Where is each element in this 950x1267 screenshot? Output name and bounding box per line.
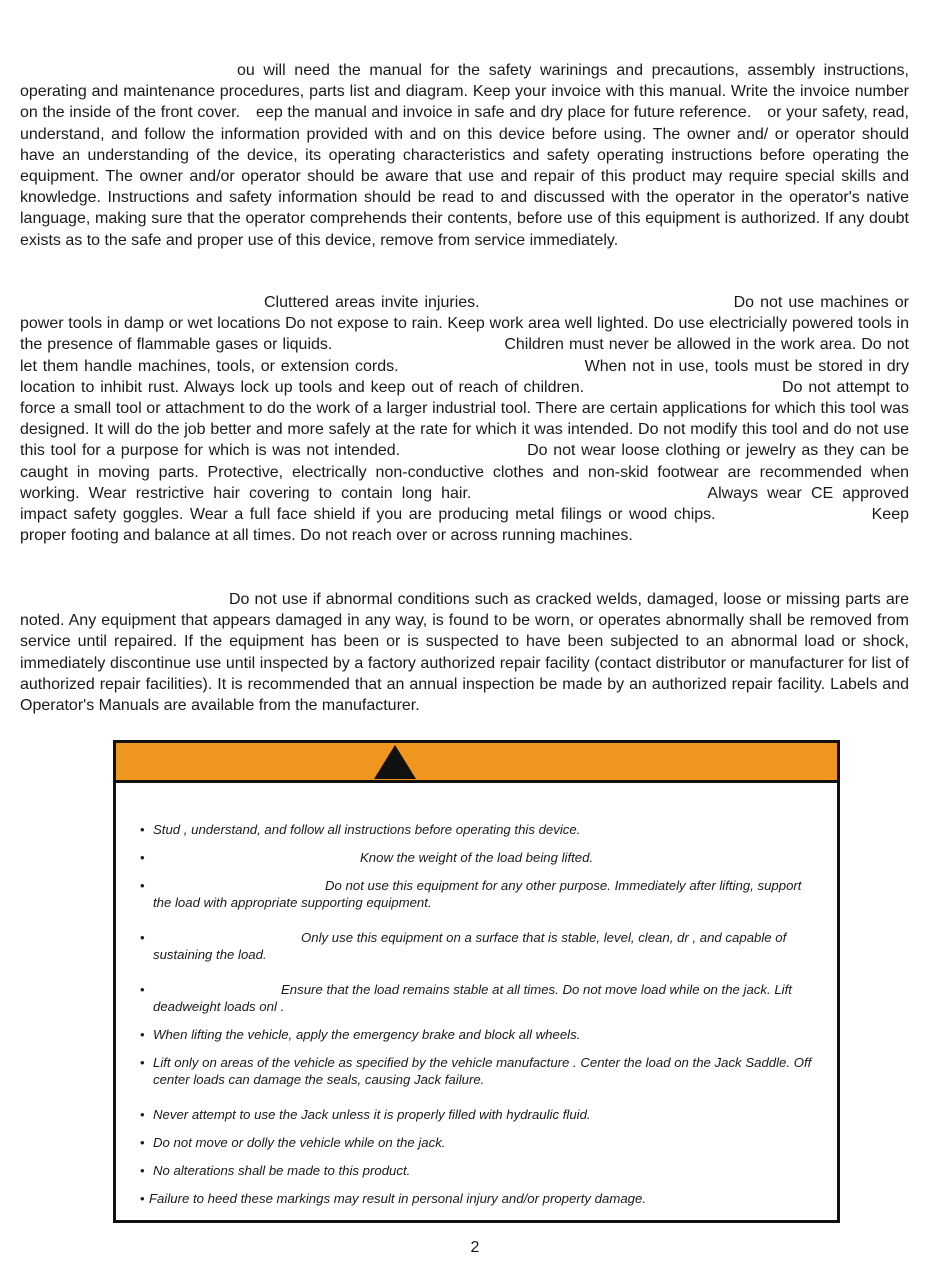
warning-item: • Never attempt to use the Jack unless it is properly filled with hydraulic fluid.	[140, 1107, 591, 1122]
work-area-text-5: Do not attempt to force a small tool or attachment to do the work of a larger industrial tool. There are certain applications for which this tool was designed. It will do the job better and more safely at the rate for which it was intended. Do not modify this tool and do not use this tool for a purpose for which is was not intended.	[20, 378, 910, 460]
warning-item: • Failure to heed these markings may result in personal injury and/or property damage.	[140, 1191, 646, 1206]
work-area-text-3: Children must never be allowed in the work area. Do not let them handle machines, tools, or extension cords.	[20, 336, 909, 375]
inspection-paragraph	[20, 589, 909, 716]
bullet-icon: •	[140, 1135, 145, 1150]
work-area-text-8: Keep proper footing and balance at all times. Do not reach over or across running machines.	[20, 506, 909, 545]
work-area-text-6: Do not wear loose clothing or jewelry as they can be caught in moving parts. Protective, electrically non-conductive clothes and non-skid footwear are recommended when working. Wear restrictive hair covering to contain long hair.	[20, 442, 909, 502]
intro-text: ou will need the manual for the safety warinings and precautions, assembly instructions, operating and maintenance procedures, parts list and diagram. Keep your invoice with this manual. Write the invoice number on the inside of the front cover. eep the manual and invoice in safe and dry place for future reference. or your safety, read, understand, and follow the information provided with and on this device before using. The owner and/ or operator should have an understanding of the device, its operating characteristics and safety operating instructions before operating the equipment. The owner and/or operator should be aware that use and repair of this product may require special skills and knowledge. Instructions and safety information should be read to and discussed with the operator in the operator's native language, making sure that the operator comprehends their contents, before use of this equipment is authorized. If any doubt exists as to the safe and proper use of this device, remove from service immediately.	[20, 62, 909, 249]
warning-item: • Do not move or dolly the vehicle while on the jack.	[140, 1135, 446, 1150]
warning-box	[113, 740, 840, 1223]
bullet-icon: •	[140, 1055, 145, 1070]
work-area-paragraph	[20, 292, 909, 546]
warning-item: • Do not use this equipment for any other purpose. Immediately after lifting, support the load with appropriate supporting equipment.	[140, 878, 802, 911]
warning-item: • Only use this equipment on a surface that is stable, level, clean, dr , and capable of sustaining the load.	[140, 930, 787, 963]
bullet-icon: •	[140, 878, 145, 893]
work-area-text-1: Cluttered areas invite injuries.	[264, 294, 480, 311]
warning-item: • Stud , understand, and follow all instructions before operating this device.	[140, 822, 581, 837]
intro-paragraph	[20, 60, 909, 251]
bullet-icon: •	[140, 822, 145, 837]
bullet-icon: •	[140, 1191, 145, 1206]
bullet-icon: •	[140, 1107, 145, 1122]
warning-item: • When lifting the vehicle, apply the emergency brake and block all wheels.	[140, 1027, 581, 1042]
warning-triangle-icon	[374, 745, 416, 779]
warning-header	[116, 743, 837, 783]
bullet-icon: •	[140, 930, 145, 945]
warning-item: • Lift only on areas of the vehicle as specified by the vehicle manufacture . Center the load on the Jack Saddle. Off center loads can damage the seals, causing Jack failure.	[140, 1055, 812, 1088]
bullet-icon: •	[140, 850, 145, 865]
inspection-text: Do not use if abnormal conditions such as cracked welds, damaged, loose or missing parts are noted. Any equipment that appears damaged in any way, is found to be worn, or operates abnormally shall be removed from service until repaired. If the equipment has been or is suspected to have been subjected to an abnormal load or shock, immediately discontinue use until inspected by a factory authorized repair facility (contact distributor or manufacturer for list of authorized repair facilities). It is recommended that an annual inspection be made by an authorized repair facility. Labels and Operator's Manuals are available from the manufacturer.	[20, 591, 909, 715]
bullet-icon: •	[140, 1027, 145, 1042]
bullet-icon: •	[140, 1163, 145, 1178]
page-number: 2	[470, 1239, 480, 1256]
work-area-text-7: Always wear CE approved impact safety goggles. Wear a full face shield if you are producing metal filings or wood chips.	[20, 484, 910, 524]
warning-item: • Know the weight of the load being lifted.	[140, 850, 594, 865]
bullet-icon: •	[140, 982, 145, 997]
warning-item: • No alterations shall be made to this product.	[140, 1163, 411, 1178]
work-area-text-4: When not in use, tools must be stored in dry location to inhibit rust. Always lock up tools and keep out of reach of children.	[20, 357, 909, 396]
work-area-text-2: Do not use machines or power tools in damp or wet locations Do not expose to rain. Keep work area well lighted. Do use electricially powered tools in the presence of flammable gases or liquids.	[20, 294, 909, 354]
warning-item: • Ensure that the load remains stable at all times. Do not move load while on the jack. Lift deadweight loads onl .	[140, 982, 792, 1015]
